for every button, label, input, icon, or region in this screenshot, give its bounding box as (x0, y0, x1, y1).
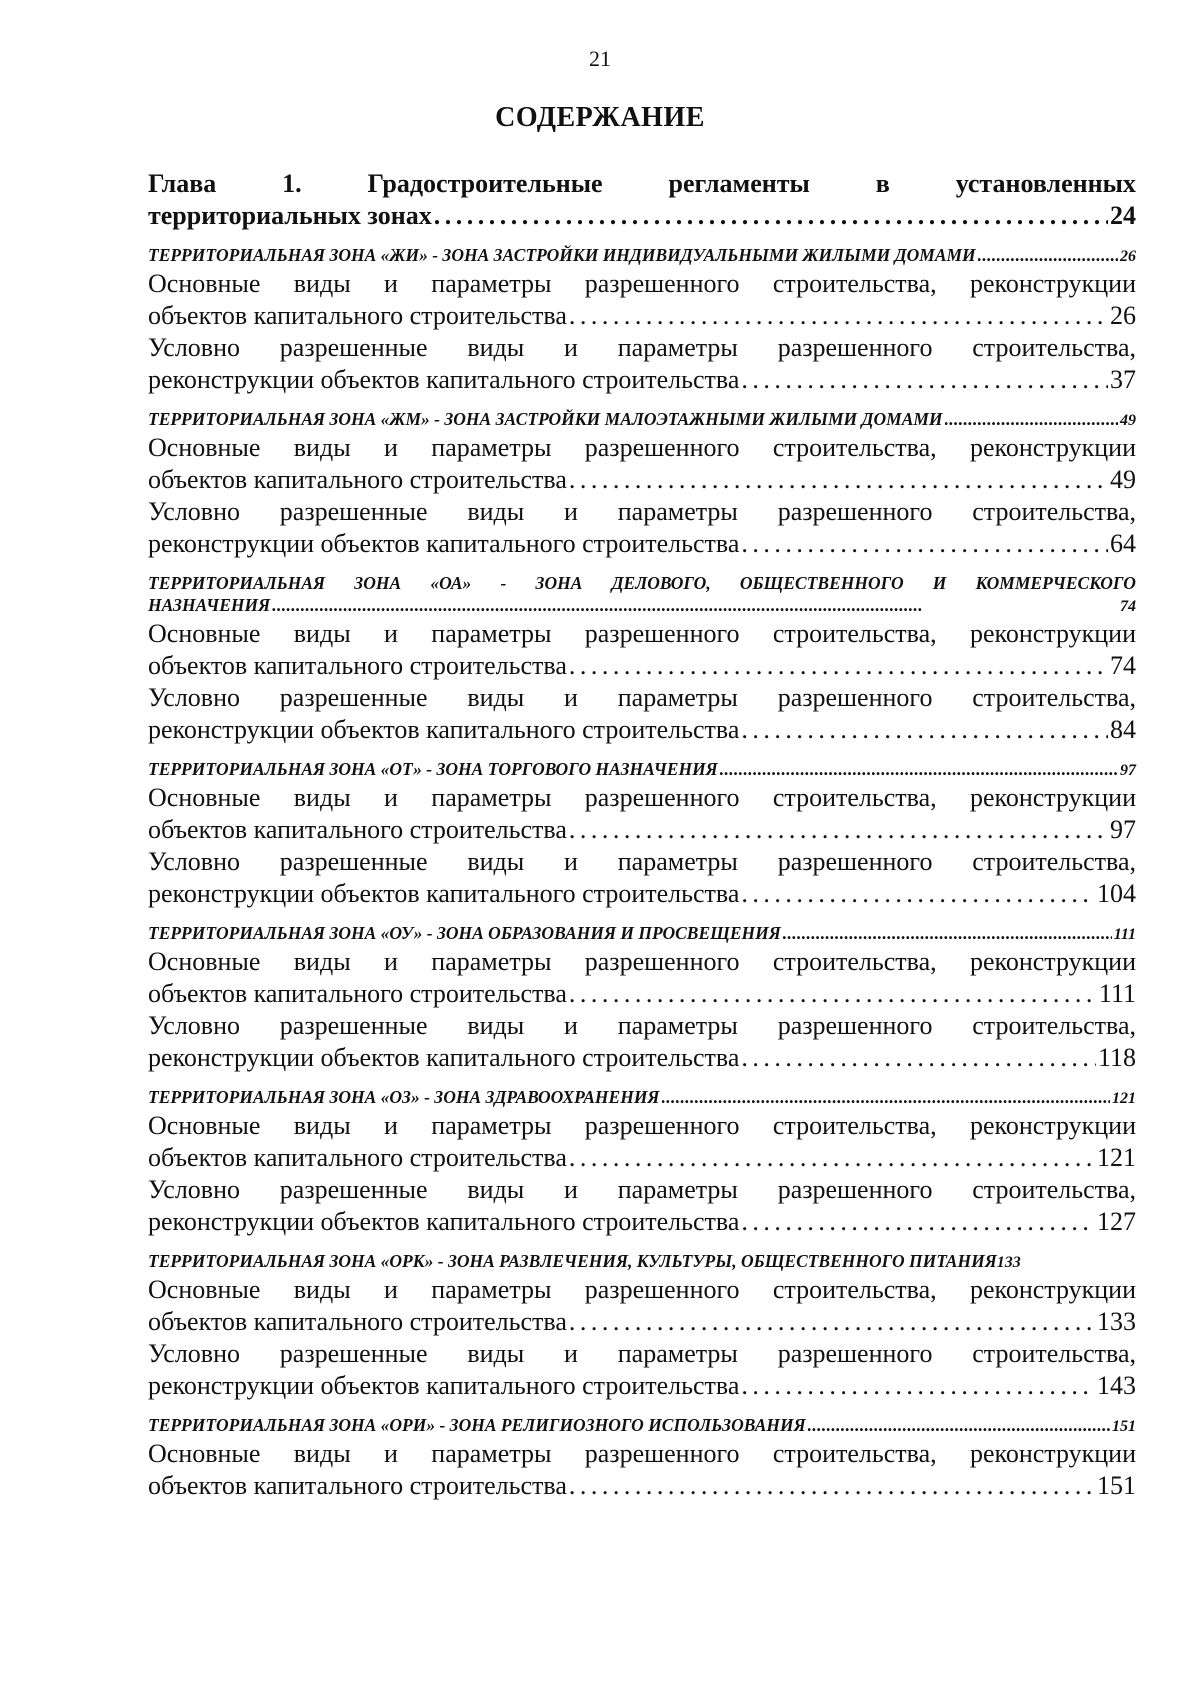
entry-word: строительства, (772, 1275, 937, 1304)
zone-page-number: 74 (1120, 598, 1136, 615)
dot-leader (272, 594, 1118, 616)
entry-word: строительства, (772, 1111, 937, 1140)
entry-word: параметры (431, 1439, 552, 1468)
entry-word: Условно (148, 1339, 240, 1368)
entry-line (148, 1274, 1136, 1306)
zone-heading-word: ТЕРРИТОРИАЛЬНАЯ (148, 573, 326, 593)
entry-page-number: 84 (1110, 715, 1136, 744)
entry-word: параметры (431, 1111, 552, 1140)
entry-word: строительства, (972, 333, 1136, 362)
dot-leader (569, 464, 1108, 496)
entry-word: строительства, (772, 1439, 937, 1468)
zone-heading-word: - (500, 573, 507, 593)
zone-section (148, 1250, 1136, 1402)
zone-page-number: 133 (996, 1254, 1021, 1271)
entry-word: и (384, 619, 398, 648)
entry-word: разрешенные (279, 683, 428, 712)
dot-line (148, 1042, 1136, 1074)
entry-page-number: 151 (1097, 1471, 1136, 1500)
entry-word: реконструкции (969, 1275, 1136, 1304)
dot-leader (741, 1370, 1095, 1402)
dot-line (148, 464, 1136, 496)
dot-line (148, 1470, 1136, 1502)
dot-leader (945, 408, 1118, 430)
entry-word: разрешенные (279, 1011, 428, 1040)
entry-text-end: объектов капитального строительства (148, 651, 567, 680)
zone-list (148, 244, 1136, 1502)
entry-word: строительства, (772, 269, 937, 298)
toc-entry[interactable] (148, 846, 1136, 910)
entry-word: разрешенного (584, 947, 740, 976)
entry-line (148, 618, 1136, 650)
zone-heading-text: ТЕРРИТОРИАЛЬНАЯ ЗОНА «ЖИ» - ЗОНА ЗАСТРОЙКИ ИНДИВИДУАЛЬНЫМИ ЖИЛЫМИ ДОМАМИ (148, 245, 976, 265)
entry-text-end: реконструкции объектов капитального строительства (148, 715, 740, 744)
chapter-page-number: 24 (1110, 201, 1136, 230)
dot-line (148, 528, 1136, 560)
zone-heading-text: ТЕРРИТОРИАЛЬНАЯ ЗОНА «ОЗ» - ЗОНА ЗДРАВООХРАНЕНИЯ (148, 1087, 660, 1107)
zone-heading-text: ТЕРРИТОРИАЛЬНАЯ ЗОНА «ОРИ» - ЗОНА РЕЛИГИОЗНОГО ИСПОЛЬЗОВАНИЯ (148, 1415, 806, 1435)
entry-word: разрешенного (584, 1111, 740, 1140)
entry-word: разрешенного (777, 1339, 933, 1368)
zone-heading[interactable] (148, 758, 1136, 782)
entry-word: реконструкции (969, 269, 1136, 298)
entry-page-number: 118 (1097, 1043, 1136, 1072)
zone-page-number: 121 (1112, 1090, 1136, 1107)
dot-leader (569, 814, 1108, 846)
zone-heading-word: ДЕЛОВОГО, (611, 573, 711, 593)
toc-entry[interactable] (148, 1174, 1136, 1238)
dot-leader (808, 1414, 1110, 1436)
entry-word: и (564, 497, 578, 526)
dot-leader (569, 978, 1097, 1010)
entry-word: виды (467, 847, 525, 876)
entry-word: Основные (148, 1111, 261, 1140)
entry-word: виды (293, 1275, 351, 1304)
dot-line (148, 244, 1136, 268)
entry-word: виды (293, 1439, 351, 1468)
entry-word: Условно (148, 333, 240, 362)
entry-word: реконструкции (969, 783, 1136, 812)
dot-line (148, 1142, 1136, 1174)
entry-word: и (384, 1275, 398, 1304)
zone-heading[interactable] (148, 1086, 1136, 1110)
page-number: 21 (589, 46, 611, 71)
entry-word: параметры (617, 1175, 738, 1204)
entry-page-number: 64 (1110, 529, 1136, 558)
dot-leader (741, 878, 1095, 910)
entry-word: разрешенные (279, 333, 428, 362)
entry-page-number: 97 (1110, 815, 1136, 844)
dot-leader (741, 714, 1108, 746)
toc-entry[interactable] (148, 618, 1136, 682)
chapter-title-word: установленных (955, 169, 1136, 198)
entry-word: строительства, (972, 847, 1136, 876)
zone-heading-word: ОБЩЕСТВЕННОГО (739, 573, 904, 593)
zone-page-number: 111 (1113, 926, 1136, 943)
entry-text-end: объектов капитального строительства (148, 465, 567, 494)
entry-page-number: 121 (1097, 1143, 1136, 1172)
dot-line (148, 594, 1136, 618)
entry-word: и (384, 947, 398, 976)
dot-line (148, 1370, 1136, 1402)
zone-heading[interactable] (148, 1250, 1136, 1274)
entry-word: виды (293, 433, 351, 462)
entry-word: разрешенного (777, 333, 933, 362)
chapter-title-word: 1. (282, 169, 302, 198)
zone-heading[interactable] (148, 408, 1136, 432)
entry-word: разрешенного (777, 683, 933, 712)
dot-line (148, 1086, 1136, 1110)
entry-word: виды (467, 333, 525, 362)
entry-word: строительства, (772, 947, 937, 976)
entry-text-end: реконструкции объектов капитального строительства (148, 365, 740, 394)
entry-word: разрешенного (584, 783, 740, 812)
entry-word: реконструкции (969, 1439, 1136, 1468)
dot-leader (569, 650, 1108, 682)
dot-line (148, 814, 1136, 846)
entry-word: и (564, 847, 578, 876)
entry-word: и (384, 1111, 398, 1140)
entry-word: Основные (148, 1439, 261, 1468)
entry-word: реконструкции (969, 619, 1136, 648)
entry-word: Основные (148, 947, 261, 976)
entry-page-number: 111 (1098, 979, 1136, 1008)
entry-text-end: объектов капитального строительства (148, 979, 567, 1008)
zone-section (148, 244, 1136, 396)
dot-leader (741, 1042, 1096, 1074)
zone-section (148, 922, 1136, 1074)
entry-word: и (384, 269, 398, 298)
entry-page-number: 143 (1097, 1371, 1136, 1400)
entry-word: строительства, (772, 433, 937, 462)
entry-page-number: 127 (1097, 1207, 1136, 1236)
entry-word: Основные (148, 1275, 261, 1304)
dot-leader (741, 364, 1108, 396)
zone-section (148, 1086, 1136, 1238)
entry-word: Основные (148, 783, 261, 812)
dot-line (148, 978, 1136, 1010)
dot-leader (741, 528, 1108, 560)
toc-chapter-entry[interactable] (148, 168, 1136, 232)
entry-line (148, 682, 1136, 714)
entry-word: виды (467, 1175, 525, 1204)
entry-word: виды (293, 269, 351, 298)
entry-line (148, 1110, 1136, 1142)
dot-line (148, 364, 1136, 396)
entry-word: параметры (431, 619, 552, 648)
entry-word: строительства, (972, 497, 1136, 526)
entry-word: и (384, 783, 398, 812)
entry-word: и (564, 1175, 578, 1204)
zone-heading-word: И (932, 573, 947, 593)
chapter-title-word: регламенты (668, 169, 810, 198)
toc-entry[interactable] (148, 432, 1136, 496)
toc-entry[interactable] (148, 496, 1136, 560)
entry-word: разрешенного (584, 1275, 740, 1304)
entry-word: разрешенного (777, 847, 933, 876)
entry-word: параметры (617, 683, 738, 712)
entry-word: параметры (617, 497, 738, 526)
zone-heading-text: ТЕРРИТОРИАЛЬНАЯ ЗОНА «ОУ» - ЗОНА ОБРАЗОВАНИЯ И ПРОСВЕЩЕНИЯ (148, 923, 781, 943)
entry-word: разрешенного (584, 269, 740, 298)
entry-page-number: 104 (1097, 879, 1136, 908)
entry-word: и (384, 433, 398, 462)
entry-line (148, 432, 1136, 464)
entry-word: Условно (148, 1011, 240, 1040)
toc-entry[interactable] (148, 682, 1136, 746)
entry-word: параметры (431, 947, 552, 976)
entry-word: параметры (431, 1275, 552, 1304)
zone-heading-text: ТЕРРИТОРИАЛЬНАЯ ЗОНА «ОТ» - ЗОНА ТОРГОВОГО НАЗНАЧЕНИЯ (148, 759, 718, 779)
entry-text-end: объектов капитального строительства (148, 1307, 567, 1336)
toc-entry[interactable] (148, 1274, 1136, 1338)
chapter-title-word: Глава (148, 169, 217, 198)
entry-word: параметры (617, 1339, 738, 1368)
entry-line (148, 496, 1136, 528)
dot-line (148, 1206, 1136, 1238)
zone-heading[interactable] (148, 922, 1136, 946)
entry-word: разрешенные (279, 1175, 428, 1204)
toc-entry[interactable] (148, 332, 1136, 396)
zone-heading[interactable] (148, 572, 1136, 618)
entry-word: реконструкции (969, 433, 1136, 462)
toc-entry[interactable] (148, 946, 1136, 1010)
entry-word: строительства, (772, 619, 937, 648)
dot-leader (741, 1206, 1095, 1238)
dot-leader (783, 922, 1112, 944)
zone-heading-word: КОММЕРЧЕСКОГО (975, 573, 1136, 593)
entry-word: параметры (617, 847, 738, 876)
entry-word: параметры (617, 1011, 738, 1040)
entry-word: Условно (148, 1175, 240, 1204)
dot-line (148, 714, 1136, 746)
dot-line (148, 650, 1136, 682)
entry-text-end: реконструкции объектов капитального строительства (148, 879, 740, 908)
entry-word: виды (467, 1339, 525, 1368)
entry-word: реконструкции (969, 947, 1136, 976)
entry-word: реконструкции (969, 1111, 1136, 1140)
dot-leader (569, 1142, 1095, 1174)
dot-line (148, 408, 1136, 432)
dot-line (148, 1414, 1136, 1438)
toc-entry[interactable] (148, 1338, 1136, 1402)
zone-section (148, 1414, 1136, 1502)
entry-word: разрешенного (584, 433, 740, 462)
entry-text-end: объектов капитального строительства (148, 815, 567, 844)
entry-line (148, 268, 1136, 300)
zone-heading-word: «ОА» (430, 573, 472, 593)
dot-leader (434, 200, 1108, 232)
entry-page-number: 133 (1097, 1307, 1136, 1336)
chapter-title-line (148, 168, 1136, 200)
toc-entry[interactable] (148, 1438, 1136, 1502)
entry-word: и (384, 1439, 398, 1468)
entry-word: строительства, (772, 783, 937, 812)
dot-leader (569, 1470, 1095, 1502)
entry-line (148, 1438, 1136, 1470)
entry-word: Основные (148, 619, 261, 648)
entry-word: Основные (148, 269, 261, 298)
entry-word: строительства, (972, 683, 1136, 712)
toc-entry[interactable] (148, 268, 1136, 332)
zone-heading-line (148, 572, 1136, 594)
dot-line (148, 922, 1136, 946)
dot-leader (978, 244, 1118, 266)
zone-section (148, 408, 1136, 560)
entry-word: Условно (148, 497, 240, 526)
entry-word: виды (467, 497, 525, 526)
entry-word: виды (293, 783, 351, 812)
entry-word: строительства, (972, 1011, 1136, 1040)
zone-heading-text: ТЕРРИТОРИАЛЬНАЯ ЗОНА «ОРК» - ЗОНА РАЗВЛЕЧЕНИЯ, КУЛЬТУРЫ, ОБЩЕСТВЕННОГО ПИТАНИЯ (148, 1251, 997, 1271)
entry-word: Условно (148, 847, 240, 876)
entry-word: строительства, (972, 1339, 1136, 1368)
entry-text-end: объектов капитального строительства (148, 1471, 567, 1500)
entry-page-number: 26 (1110, 301, 1136, 330)
toc-entry[interactable] (148, 1010, 1136, 1074)
entry-line (148, 1174, 1136, 1206)
dot-leader (569, 300, 1108, 332)
entry-word: виды (467, 1011, 525, 1040)
entry-word: виды (293, 619, 351, 648)
dot-line (148, 1250, 1136, 1274)
dot-leader (720, 758, 1118, 780)
zone-section (148, 758, 1136, 910)
entry-word: и (564, 1339, 578, 1368)
entry-word: и (564, 1011, 578, 1040)
entry-word: разрешенного (584, 1439, 740, 1468)
entry-text-end: реконструкции объектов капитального строительства (148, 1207, 740, 1236)
zone-page-number: 26 (1120, 248, 1136, 265)
entry-word: виды (293, 1111, 351, 1140)
entry-page-number: 37 (1110, 365, 1136, 394)
entry-word: параметры (431, 783, 552, 812)
chapter-title-line2 (148, 200, 1136, 232)
toc-title: СОДЕРЖАНИЕ (495, 102, 705, 133)
entry-word: Основные (148, 433, 261, 462)
chapter-title-word: в (875, 169, 890, 198)
toc-entry[interactable] (148, 1110, 1136, 1174)
dot-line (148, 878, 1136, 910)
entry-word: разрешенные (279, 497, 428, 526)
entry-word: разрешенные (279, 1339, 428, 1368)
entry-line (148, 1010, 1136, 1042)
zone-page-number: 151 (1112, 1418, 1136, 1435)
zone-heading-text: ТЕРРИТОРИАЛЬНАЯ ЗОНА «ЖМ» - ЗОНА ЗАСТРОЙКИ МАЛОЭТАЖНЫМИ ЖИЛЫМИ ДОМАМИ (148, 409, 943, 429)
zone-heading[interactable] (148, 1414, 1136, 1438)
entry-line (148, 332, 1136, 364)
dot-line (148, 1306, 1136, 1338)
entry-word: разрешенного (584, 619, 740, 648)
entry-line (148, 1338, 1136, 1370)
zone-page-number: 97 (1120, 762, 1136, 779)
entry-text-end: реконструкции объектов капитального строительства (148, 529, 740, 558)
entry-text-end: реконструкции объектов капитального строительства (148, 1043, 740, 1072)
zone-section (148, 572, 1136, 746)
zone-heading-word: ЗОНА (535, 573, 583, 593)
dot-line (148, 758, 1136, 782)
zone-heading-end: НАЗНАЧЕНИЯ (148, 595, 271, 615)
entry-word: параметры (617, 333, 738, 362)
entry-page-number: 74 (1110, 651, 1136, 680)
entry-word: виды (467, 683, 525, 712)
chapter-title-end: территориальных зонах (148, 201, 432, 230)
entry-page-number: 49 (1110, 465, 1136, 494)
entry-word: разрешенного (777, 1175, 933, 1204)
entry-word: разрешенные (279, 847, 428, 876)
entry-line (148, 946, 1136, 978)
entry-word: и (564, 683, 578, 712)
entry-word: строительства, (972, 1175, 1136, 1204)
dot-leader (569, 1306, 1095, 1338)
entry-text-end: реконструкции объектов капитального строительства (148, 1371, 740, 1400)
entry-line (148, 846, 1136, 878)
chapter-title-word: Градостроительные (367, 169, 603, 198)
entry-word: параметры (431, 433, 552, 462)
toc-entry[interactable] (148, 782, 1136, 846)
entry-word: параметры (431, 269, 552, 298)
zone-heading-word: ЗОНА (354, 573, 402, 593)
entry-word: Условно (148, 683, 240, 712)
zone-page-number: 49 (1120, 412, 1136, 429)
zone-heading[interactable] (148, 244, 1136, 268)
entry-word: разрешенного (777, 1011, 933, 1040)
entry-word: разрешенного (777, 497, 933, 526)
entry-text-end: объектов капитального строительства (148, 301, 567, 330)
entry-word: и (564, 333, 578, 362)
entry-word: виды (293, 947, 351, 976)
entry-text-end: объектов капитального строительства (148, 1143, 567, 1172)
entry-line (148, 782, 1136, 814)
table-of-contents (148, 168, 1136, 1502)
dot-leader (662, 1086, 1111, 1108)
dot-line (148, 300, 1136, 332)
